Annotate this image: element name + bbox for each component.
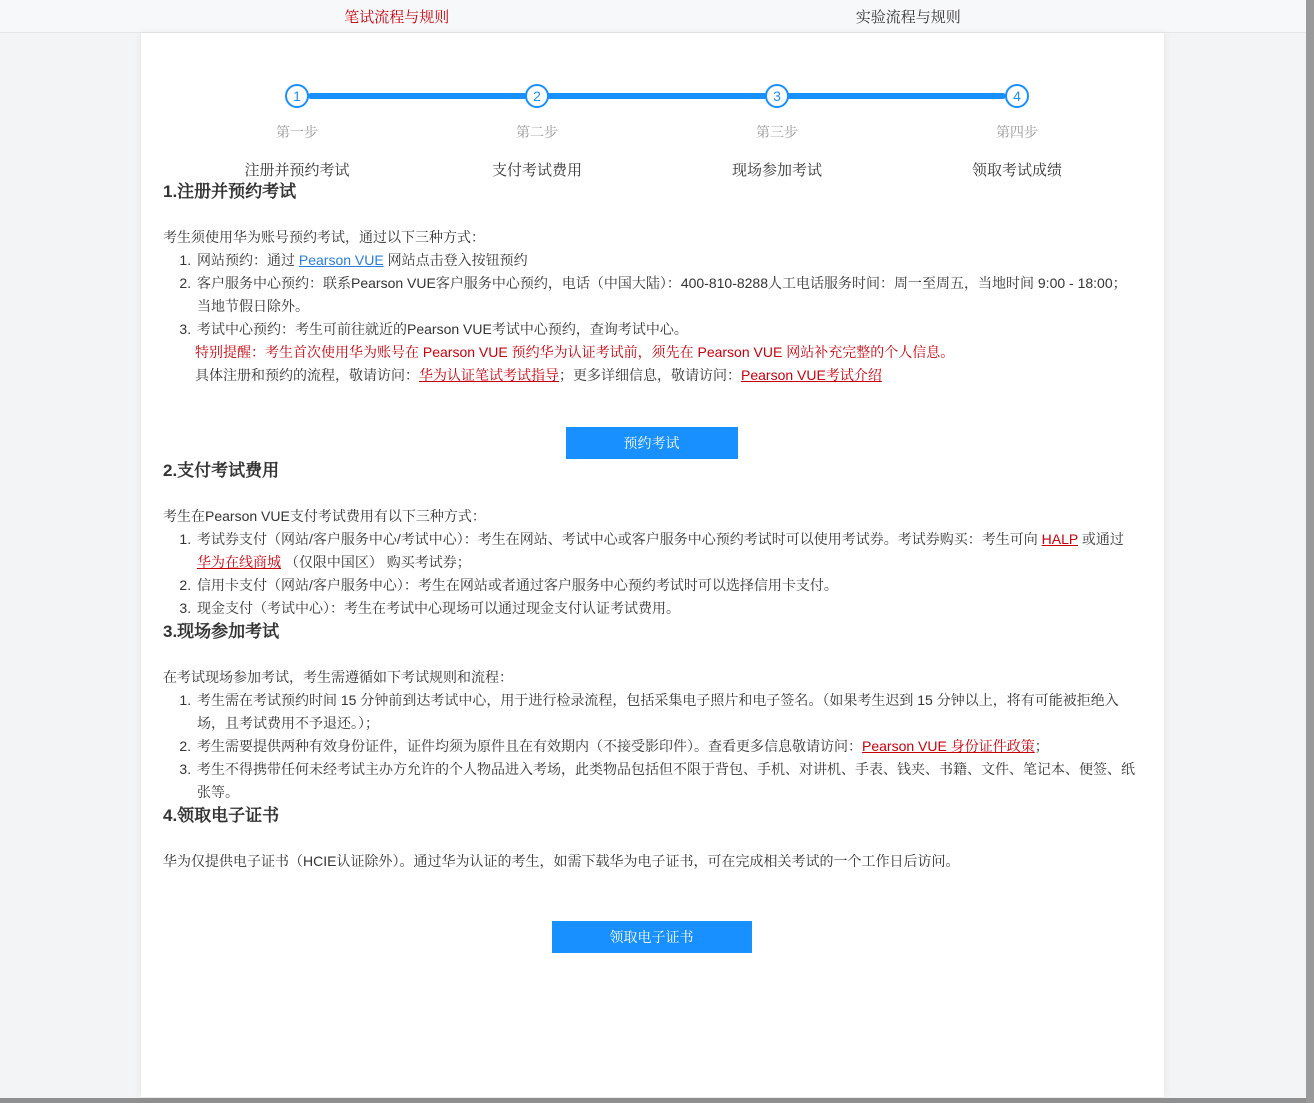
list-item: 3. 考生不得携带任何未经考试主办方允许的个人物品进入考场，此类物品包括但不限于背包、手机、对讲机、手表、钱夹、书籍、文件、笔记本、便签、纸张等。 <box>195 758 1140 804</box>
stepper-step-3 <box>657 84 897 180</box>
tab-container <box>141 0 1164 32</box>
id-policy-link[interactable]: Pearson VUE 身份证件政策 <box>862 738 1035 754</box>
step-4-name: 领取考试成绩 <box>971 162 1062 179</box>
top-tab-bar <box>0 0 1306 33</box>
vertical-scrollbar[interactable] <box>1306 0 1314 1103</box>
tab-written-exam-rules[interactable]: 笔试流程与规则 <box>344 8 450 26</box>
stepper-step-1 <box>177 84 417 180</box>
section-1-title: 1.注册并预约考试 <box>163 182 297 201</box>
list-item: 3. 考试中心预约：考生可前往就近的Pearson VUE考试中心预约，查询考试中心。 <box>195 318 1140 341</box>
s1-li1-text-post: 网站点击登入按钮预约 <box>383 252 528 268</box>
step-1-circle: 1 <box>285 84 309 108</box>
main-content-card <box>141 33 1164 1097</box>
huawei-online-store-link[interactable]: 华为在线商城 <box>197 554 281 570</box>
s2-li1-text-post: （仅限中国区） 购买考试券； <box>281 554 471 570</box>
stepper-steps <box>177 84 1137 180</box>
step-3-label: 第三步 <box>756 124 798 140</box>
section-2-intro: 考生在Pearson VUE支付考试费用有以下三种方式： <box>163 508 486 524</box>
list-item <box>195 249 1140 272</box>
step-1-label: 第一步 <box>276 124 318 140</box>
tab-lab-exam-rules[interactable]: 实验流程与规则 <box>855 8 961 26</box>
get-certificate-button-row <box>163 921 1140 953</box>
s1-li1-text-pre: 网站预约：通过 <box>197 252 299 268</box>
stepper-step-2 <box>417 84 657 180</box>
book-exam-button[interactable]: 预约考试 <box>566 427 738 459</box>
list-item <box>195 735 1140 758</box>
s2-li1-text-mid: 或通过 <box>1078 531 1124 547</box>
special-reminder-text: 特别提醒：考生首次使用华为账号在 Pearson VUE 预约华为认证考试前，须先在 Pearson VUE 网站补充完整的个人信息。 <box>195 344 955 360</box>
step-4-label: 第四步 <box>996 124 1038 140</box>
section-3-title: 3.现场参加考试 <box>163 622 280 641</box>
section-1-intro: 考生须使用华为账号预约考试，通过以下三种方式： <box>163 229 485 245</box>
list-item: 2. 客户服务中心预约：联系Pearson VUE客户服务中心预约，电话（中国大陆）：400-810-8288人工电话服务时间：周一至周五，当地时间 9:00 - 18:00；当地节假日除外。 <box>195 272 1140 318</box>
section-1-list <box>163 249 1140 341</box>
step-2-label: 第二步 <box>516 124 558 140</box>
section-2-list <box>163 528 1140 620</box>
registration-guide-line <box>195 364 1140 387</box>
step-1-name: 注册并预约考试 <box>244 162 350 179</box>
step-3-name: 现场参加考试 <box>731 162 822 179</box>
section-3-intro: 在考试现场参加考试，考生需遵循如下考试规则和流程： <box>163 669 513 685</box>
s3-li2-text-pre: 考生需要提供两种有效身份证件，证件均须为原件且在有效期内（不接受影印件）。查看更多信息敬请访问： <box>197 738 862 754</box>
list-item <box>195 528 1140 574</box>
list-item: 1. 考生需在考试预约时间 15 分钟前到达考试中心，用于进行检录流程，包括采集电子照片和电子签名。（如果考生迟到 15 分钟以上，将有可能被拒绝入场，且考试费用不予退还。）； <box>195 689 1140 735</box>
guide-text-pre: 具体注册和预约的流程，敬请访问： <box>195 367 419 383</box>
get-certificate-button[interactable]: 领取电子证书 <box>552 921 752 953</box>
horizontal-scrollbar[interactable] <box>0 1098 1306 1103</box>
exam-process-stepper <box>141 33 1164 180</box>
halp-link[interactable]: HALP <box>1041 531 1078 547</box>
written-exam-guide-link[interactable]: 华为认证笔试考试指导 <box>419 367 559 383</box>
section-4-body: 华为仅提供电子证书（HCIE认证除外）。通过华为认证的考生，如需下载华为电子证书，可在完成相关考试的一个工作日后访问。 <box>163 853 960 869</box>
step-4-circle: 4 <box>1005 84 1029 108</box>
content-body <box>141 180 1164 953</box>
pearson-vue-link[interactable]: Pearson VUE <box>298 252 384 268</box>
step-2-name: 支付考试费用 <box>491 162 582 179</box>
section-2-title: 2.支付考试费用 <box>163 461 280 480</box>
book-exam-button-row <box>163 427 1140 459</box>
list-item: 2. 信用卡支付（网站/客户服务中心）：考生在网站或者通过客户服务中心预约考试时可以选择信用卡支付。 <box>195 574 1140 597</box>
step-2-circle: 2 <box>525 84 549 108</box>
s2-li1-text-pre: 考试券支付（网站/客户服务中心/考试中心）：考生在网站、考试中心或客户服务中心预约考试时可以使用考试券。考试券购买：考生可向 <box>197 531 1042 547</box>
step-3-circle: 3 <box>765 84 789 108</box>
section-3-list <box>163 689 1140 804</box>
section-4-title: 4.领取电子证书 <box>163 806 280 825</box>
list-item: 3. 现金支付（考试中心）：考生在考试中心现场可以通过现金支付认证考试费用。 <box>195 597 1140 620</box>
guide-text-mid: ；更多详细信息，敬请访问： <box>559 367 741 383</box>
s3-li2-text-post: ； <box>1034 738 1049 754</box>
pearson-vue-intro-link[interactable]: Pearson VUE考试介绍 <box>741 367 882 383</box>
stepper-step-4 <box>897 84 1137 180</box>
